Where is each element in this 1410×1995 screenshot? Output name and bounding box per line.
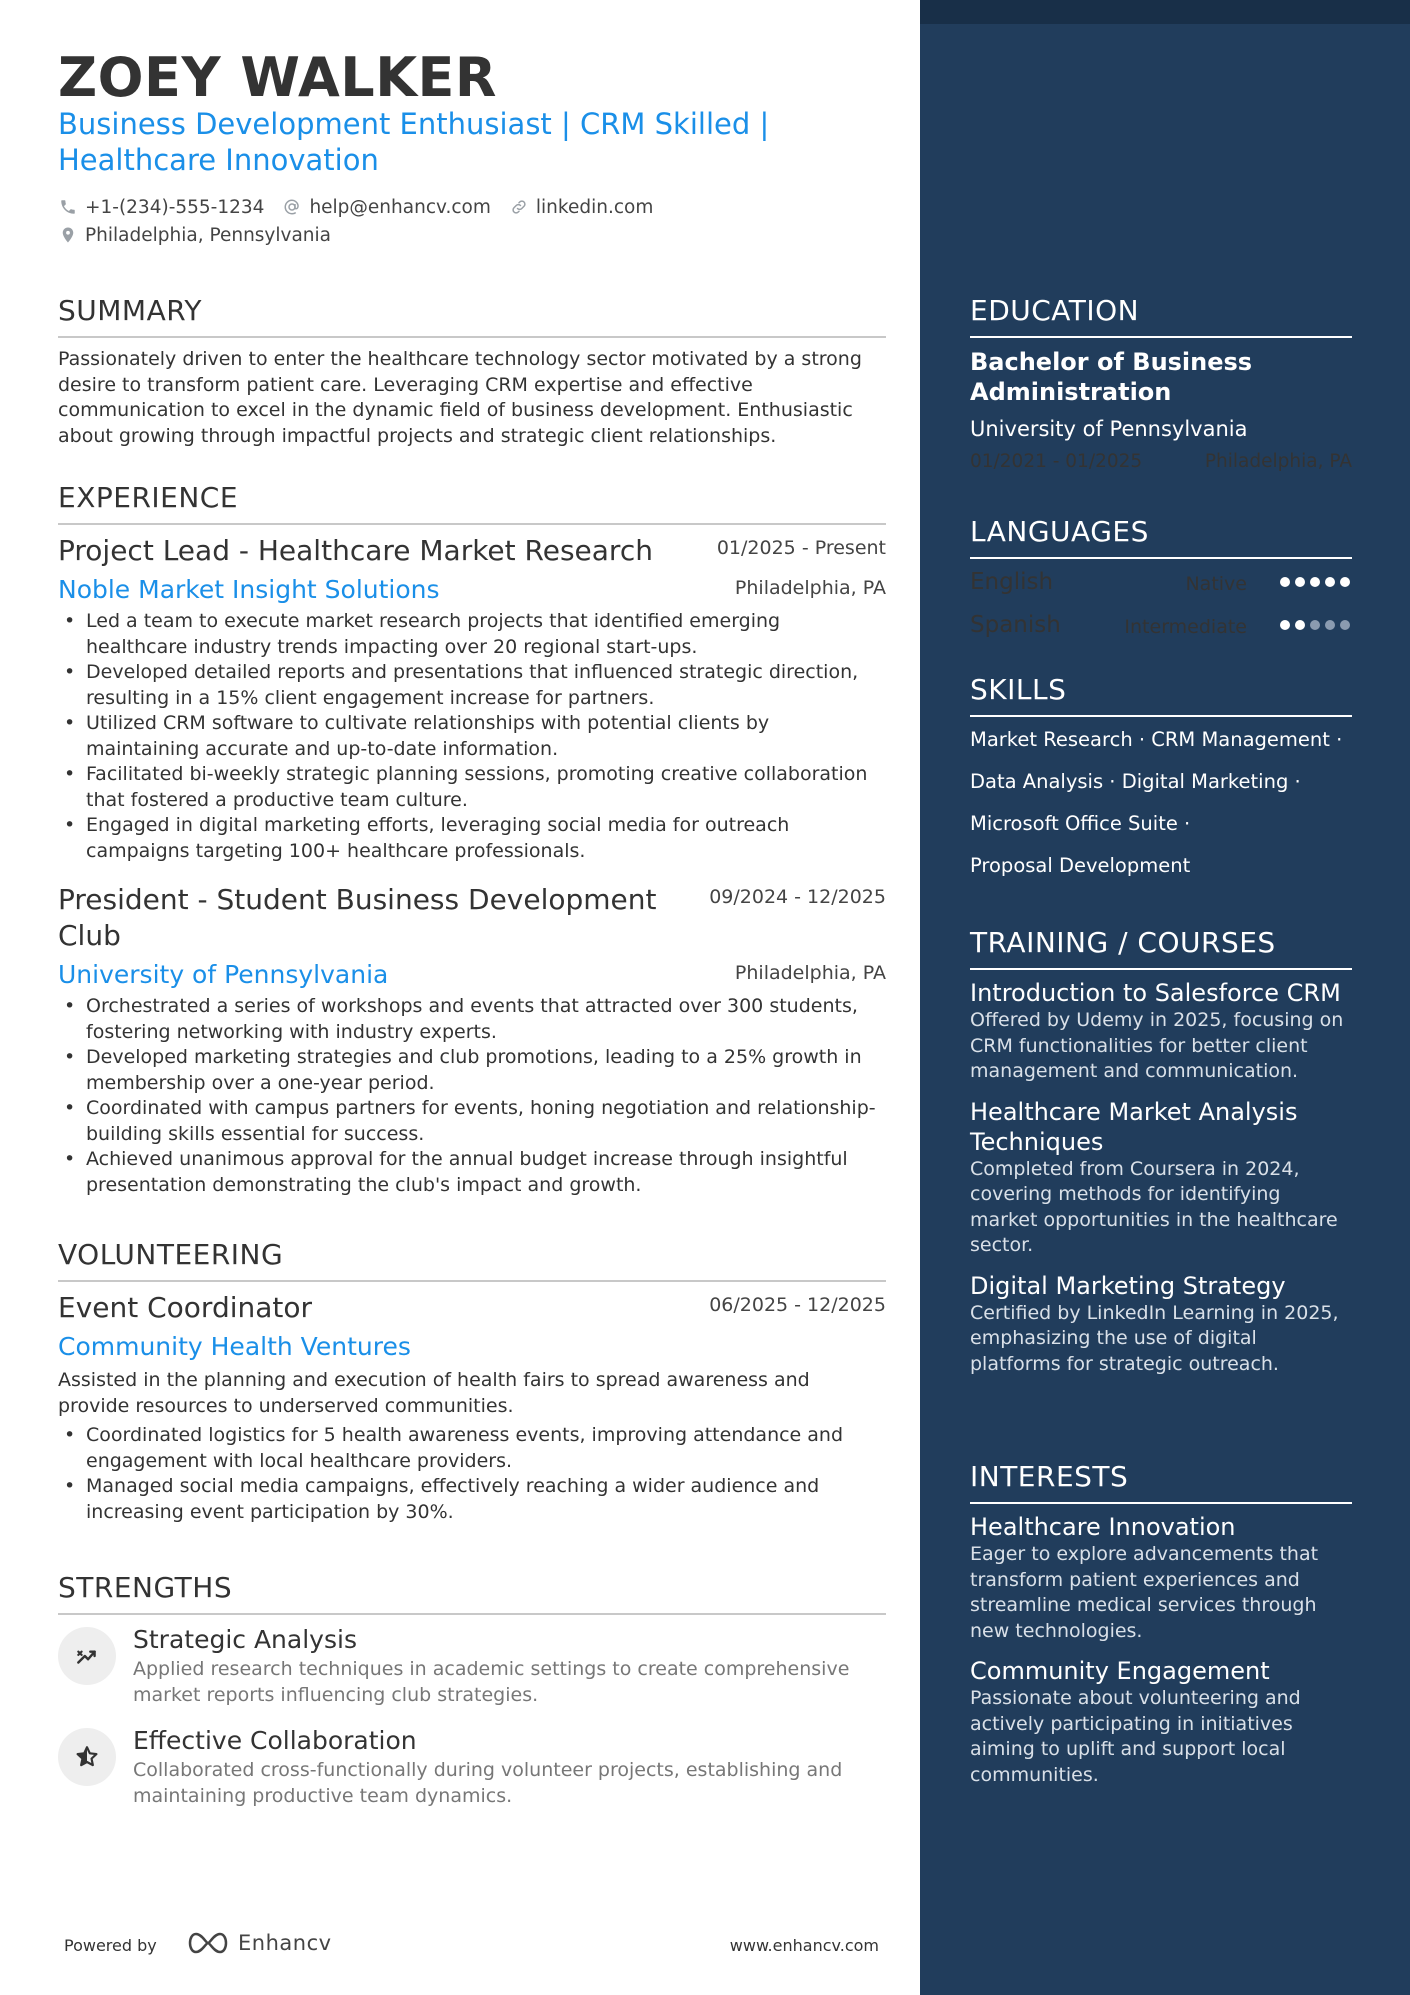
bullet-item: • Managed social media campaigns, effectively reaching a wider audience and increasing event participation by 30%.: [58, 1474, 886, 1525]
education-school: University of Pennsylvania: [970, 417, 1248, 441]
skill-line: Market Research · CRM Management ·: [970, 728, 1343, 751]
job-location: Philadelphia, PA: [734, 962, 886, 984]
interest-title: Community Engagement: [970, 1657, 1270, 1685]
location-pin-icon: [58, 225, 78, 245]
summary-section: [58, 294, 886, 449]
enhancv-logo[interactable]: [184, 1930, 332, 1956]
volunteering-title: VOLUNTEERING: [58, 1238, 886, 1282]
language-level: Intermediate: [1124, 616, 1247, 638]
phone-icon: [58, 197, 78, 217]
interest-item: [970, 1512, 1352, 1644]
language-item: [970, 563, 1352, 606]
contact-email[interactable]: [282, 197, 490, 218]
skill-line: Proposal Development: [970, 854, 1191, 877]
contact-phone[interactable]: [58, 197, 264, 218]
strength-title: Effective Collaboration: [133, 1726, 417, 1755]
candidate-name: ZOEY WALKER: [58, 46, 498, 109]
at-icon: [282, 197, 302, 217]
rating-dot-filled: [1325, 577, 1335, 587]
bullet-item: • Led a team to execute market research projects that identified emerging healthcare industry trends impacting over 20 regional start-ups.: [58, 609, 886, 660]
summary-text: Passionately driven to enter the healthcare technology sector motivated by a strong desire to transform patient care. Leveraging CRM expertise and effective communication to excel in the dynamic field of business development. Enthusiastic about growing through impactful projects and strategic client relationships.: [58, 348, 862, 447]
interest-desc: Passionate about volunteering and actively participating in initiatives aiming to uplift and support local communities.: [970, 1687, 1301, 1786]
education-dates: 01/2021 - 01/2025: [970, 451, 1143, 472]
bullet-item: • Coordinated logistics for 5 health awareness events, improving attendance and engagement with local healthcare providers.: [58, 1423, 886, 1474]
bullet-item: • Achieved unanimous approval for the annual budget increase through insightful presentation demonstrating the club's impact and growth.: [58, 1147, 886, 1198]
language-rating: [1275, 620, 1350, 630]
volunteer-bullets: [58, 1423, 886, 1525]
interests-title: INTERESTS: [970, 1460, 1352, 1504]
job-entry: [58, 882, 886, 1198]
volunteer-role: Event Coordinator: [58, 1291, 313, 1324]
volunteer-org[interactable]: Community Health Ventures: [58, 1332, 411, 1361]
interest-title: Healthcare Innovation: [970, 1513, 1236, 1541]
job-bullets: [58, 994, 886, 1198]
course-title: Digital Marketing Strategy: [970, 1271, 1286, 1300]
skills-section: [970, 673, 1352, 887]
brand-name: Enhancv: [238, 1931, 332, 1955]
job-bullets: [58, 609, 886, 864]
job-date: 09/2024 - 12/2025: [709, 886, 886, 908]
education-degree: Bachelor of Business Administration: [970, 348, 1253, 406]
sidebar-top-bar: [920, 0, 1410, 24]
bullet-item: • Facilitated bi-weekly strategic planning sessions, promoting creative collaboration that fostered a productive team culture.: [58, 762, 886, 813]
volunteering-section: [58, 1238, 886, 1525]
rating-dot-filled: [1340, 577, 1350, 587]
job-date: 01/2025 - Present: [716, 537, 886, 559]
strengths-section: [58, 1571, 886, 1809]
rating-dot-filled: [1280, 577, 1290, 587]
strength-item: [58, 1623, 886, 1708]
bullet-item: • Orchestrated a series of workshops and events that attracted over 300 students, fostering networking with industry experts.: [58, 994, 886, 1045]
website-link[interactable]: www.enhancv.com: [729, 1936, 879, 1955]
interest-item: [970, 1656, 1352, 1788]
summary-title: SUMMARY: [58, 294, 886, 338]
course-item: [970, 1097, 1352, 1259]
linkedin-text: linkedin.com: [535, 196, 654, 218]
education-location: Philadelphia, PA: [1204, 451, 1352, 472]
strength-desc: Applied research techniques in academic settings to create comprehensive market reports influencing club strategies.: [133, 1658, 850, 1706]
skill-line: Microsoft Office Suite ·: [970, 812, 1191, 835]
course-item: [970, 1271, 1352, 1378]
bullet-item: • Coordinated with campus partners for events, honing negotiation and relationship-building skills essential for success.: [58, 1096, 886, 1147]
interest-desc: Eager to explore advancements that transform patient experiences and streamline medical services through new technologies.: [970, 1543, 1319, 1642]
star-icon: [58, 1728, 116, 1786]
bullet-item: • Developed marketing strategies and club promotions, leading to a 25% growth in membership over a one-year period.: [58, 1045, 886, 1096]
job-location: Philadelphia, PA: [734, 577, 886, 599]
phone-text: +1-(234)-555-1234: [85, 196, 265, 218]
powered-by-text: Powered by: [64, 1936, 157, 1955]
job-title: President - Student Business Development Club: [58, 883, 657, 952]
rating-dot-filled: [1295, 577, 1305, 587]
course-item: [970, 978, 1352, 1085]
language-name: English: [970, 569, 1054, 595]
rating-dot-filled: [1310, 577, 1320, 587]
link-icon: [509, 197, 529, 217]
rating-dot-empty: [1325, 620, 1335, 630]
training-title: TRAINING / COURSES: [970, 926, 1352, 970]
language-name: Spanish: [970, 612, 1061, 638]
strength-desc: Collaborated cross-functionally during volunteer projects, establishing and maintaining productive team dynamics.: [133, 1759, 843, 1807]
language-rating: [1275, 577, 1350, 587]
contact-linkedin[interactable]: [509, 197, 653, 218]
experience-section: [58, 481, 886, 1198]
language-item: [970, 606, 1352, 649]
course-desc: Certified by LinkedIn Learning in 2025, emphasizing the use of digital platforms for strategic outreach.: [970, 1301, 1339, 1375]
volunteer-date: 06/2025 - 12/2025: [709, 1294, 886, 1316]
experience-title: EXPERIENCE: [58, 481, 886, 525]
headline: Business Development Enthusiast | CRM Skilled | Healthcare Innovation: [58, 107, 770, 177]
rating-dot-empty: [1340, 620, 1350, 630]
course-title: Introduction to Salesforce CRM: [970, 979, 1341, 1007]
strategy-icon: [58, 1627, 116, 1685]
job-entry: [58, 533, 886, 864]
strengths-title: STRENGTHS: [58, 1571, 886, 1615]
email-text: help@enhancv.com: [309, 196, 491, 218]
rating-dot-filled: [1280, 620, 1290, 630]
strength-item: [58, 1724, 886, 1809]
course-desc: Offered by Udemy in 2025, focusing on CRM functionalities for better client management and communication.: [970, 1009, 1344, 1082]
training-section: [970, 926, 1352, 1377]
course-title: Healthcare Market Analysis Techniques: [970, 1097, 1298, 1156]
rating-dot-filled: [1295, 620, 1305, 630]
job-company[interactable]: Noble Market Insight Solutions: [58, 575, 440, 604]
bullet-item: • Developed detailed reports and presentations that influenced strategic direction, resulting in a 15% client engagement increase for partners.: [58, 660, 886, 711]
contact-info: [58, 193, 888, 249]
education-title: EDUCATION: [970, 294, 1352, 338]
job-company[interactable]: University of Pennsylvania: [58, 960, 389, 989]
job-title: Project Lead - Healthcare Market Research: [58, 534, 653, 567]
language-level: Native: [1185, 573, 1247, 595]
footer: [64, 1930, 879, 1962]
infinity-logo-icon: [184, 1930, 232, 1956]
languages-title: LANGUAGES: [970, 515, 1352, 559]
contact-location: [58, 225, 331, 246]
interests-section: [970, 1460, 1352, 1788]
bullet-item: • Utilized CRM software to cultivate relationships with potential clients by maintaining accurate and up-to-date information.: [58, 711, 886, 762]
education-section: [970, 294, 1352, 477]
skills-title: SKILLS: [970, 673, 1352, 717]
bullet-item: • Engaged in digital marketing efforts, leveraging social media for outreach campaigns targeting 100+ healthcare professionals.: [58, 813, 886, 864]
location-text: Philadelphia, Pennsylvania: [85, 224, 332, 246]
rating-dot-empty: [1310, 620, 1320, 630]
languages-section: [970, 515, 1352, 649]
course-desc: Completed from Coursera in 2024, covering methods for identifying market opportunities in the healthcare sector.: [970, 1157, 1338, 1256]
skill-line: Data Analysis · Digital Marketing ·: [970, 770, 1301, 793]
volunteer-description: Assisted in the planning and execution of health fairs to spread awareness and provide resources to underserved communities.: [58, 1369, 810, 1417]
strength-title: Strategic Analysis: [133, 1625, 357, 1654]
